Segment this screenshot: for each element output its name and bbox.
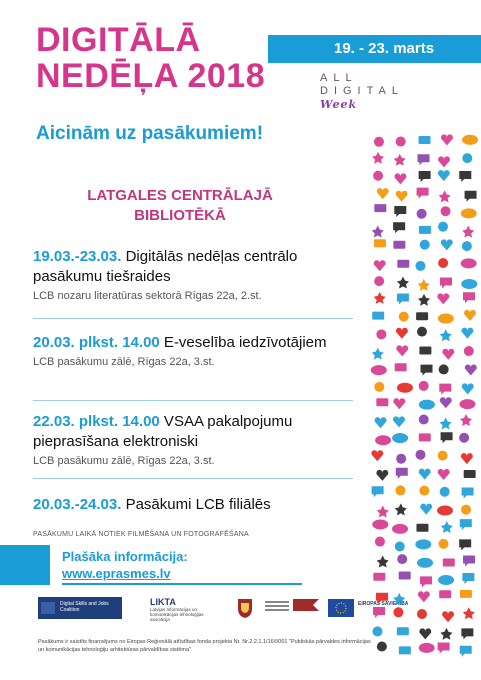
- envelope-icon: [371, 450, 383, 461]
- laptop-icon: [460, 646, 472, 657]
- star-icon: [441, 521, 453, 533]
- envelope-icon: [438, 170, 450, 181]
- cloud-icon: [439, 539, 449, 549]
- laptop-icon: [463, 555, 475, 566]
- event-item: [33, 247, 353, 302]
- event-location: LCB pasākumu zālē, Rīgas 22a, 3.st.: [33, 455, 215, 467]
- star-icon: [462, 226, 474, 238]
- cloud-icon: [438, 258, 448, 268]
- heart-icon: [393, 241, 405, 249]
- laptop-icon: [440, 278, 452, 289]
- laptop-icon: [419, 171, 431, 182]
- laptop-icon: [396, 468, 408, 479]
- venue-heading: [60, 186, 300, 226]
- cloud-icon: [420, 240, 430, 250]
- cloud-icon: [373, 171, 383, 181]
- chat-bubble-icon: [419, 643, 435, 653]
- envelope-icon: [377, 188, 389, 199]
- star-icon: [463, 607, 475, 619]
- divider: [33, 400, 353, 401]
- cloud-icon: [439, 364, 449, 374]
- event-date: 20.03.-24.03.: [33, 496, 122, 513]
- cloud-icon: [375, 537, 385, 547]
- cloud-icon: [441, 206, 451, 216]
- laptop-icon: [376, 593, 388, 604]
- arrow-right-icon: [38, 562, 50, 576]
- star-icon: [374, 292, 386, 304]
- star-icon: [440, 628, 452, 640]
- chat-bubble-icon: [392, 433, 408, 443]
- envelope-icon: [375, 417, 387, 428]
- event-title: Digitālās nedēļas centrālo pasākumu tiešraides: [33, 248, 298, 285]
- heart-icon: [399, 646, 411, 654]
- chat-bubble-icon: [438, 575, 454, 585]
- cloud-icon: [417, 209, 427, 219]
- envelope-icon: [374, 260, 386, 271]
- heart-icon: [419, 346, 431, 354]
- chat-bubble-icon: [375, 435, 391, 445]
- star-icon: [439, 190, 451, 202]
- cloud-icon: [462, 153, 472, 163]
- star-icon: [372, 348, 384, 360]
- latvia-coat-of-arms-logo: [236, 597, 254, 619]
- heart-icon: [464, 470, 476, 478]
- cloud-icon: [393, 607, 403, 617]
- cloud-icon: [415, 450, 425, 460]
- heart-icon: [373, 573, 385, 581]
- envelope-icon: [440, 397, 452, 408]
- star-icon: [397, 276, 409, 288]
- cloud-icon: [419, 381, 429, 391]
- brand-line-2: DIGITAL: [320, 85, 404, 97]
- cloud-icon: [417, 609, 427, 619]
- heart-icon: [374, 239, 386, 247]
- cloud-icon: [372, 626, 382, 636]
- coat-of-arms-icon: [236, 597, 254, 619]
- more-info-link[interactable]: www.eprasmes.lv: [62, 566, 171, 581]
- heart-icon: [443, 558, 455, 566]
- heart-icon: [395, 363, 407, 371]
- laptop-icon: [372, 486, 384, 497]
- underline: [62, 583, 302, 585]
- heart-icon: [376, 398, 388, 406]
- chat-bubble-icon: [462, 135, 478, 145]
- brand-line-3: Week: [320, 98, 358, 111]
- envelope-icon: [419, 469, 431, 480]
- cloud-icon: [438, 222, 448, 232]
- cloud-icon: [415, 261, 425, 271]
- heart-icon: [374, 204, 386, 212]
- envelope-icon: [461, 453, 473, 464]
- star-icon: [460, 414, 472, 426]
- laptop-icon: [393, 222, 405, 233]
- chat-bubble-icon: [397, 383, 413, 393]
- laptop-icon: [465, 191, 477, 202]
- envelope-icon: [438, 156, 450, 167]
- event-item: [33, 333, 353, 368]
- cloud-icon: [419, 486, 429, 496]
- cloud-icon: [396, 454, 406, 464]
- heart-icon: [460, 590, 472, 598]
- laptop-icon: [459, 171, 471, 182]
- laptop-icon: [462, 573, 474, 584]
- eu-flag-icon: [328, 599, 354, 617]
- chat-bubble-icon: [461, 279, 477, 289]
- laptop-icon: [460, 519, 472, 530]
- eu-coalition-text: Digital Skills and Jobs Coalition: [60, 601, 109, 613]
- cloud-icon: [377, 642, 387, 652]
- envelope-icon: [376, 470, 388, 481]
- heart-icon: [397, 627, 409, 635]
- nap-flag-icon: [263, 597, 321, 619]
- laptop-icon: [397, 293, 409, 304]
- cloud-icon: [399, 312, 409, 322]
- laptop-icon: [463, 292, 475, 303]
- cloud-icon: [397, 554, 407, 564]
- laptop-icon: [462, 488, 474, 499]
- laptop-icon: [418, 154, 430, 165]
- envelope-icon: [420, 504, 432, 515]
- heart-icon: [372, 312, 384, 320]
- laptop-icon: [441, 432, 453, 443]
- title-line-2: NEDĒĻA 2018: [36, 57, 266, 95]
- laptop-icon: [461, 628, 473, 639]
- heart-icon: [439, 590, 451, 598]
- laptop-icon: [438, 643, 450, 654]
- nap-logo: [263, 597, 321, 619]
- filming-notice: PASĀKUMU LAIKĀ NOTIEK FILMĒŠANA UN FOTOGRAFĒŠANA: [33, 531, 249, 538]
- envelope-icon: [394, 173, 406, 184]
- laptop-icon: [420, 576, 432, 587]
- star-icon: [418, 279, 430, 291]
- cloud-icon: [438, 451, 448, 461]
- envelope-icon: [396, 328, 408, 339]
- eu-coalition-logo: [38, 597, 122, 619]
- event-item: [33, 495, 353, 515]
- cloud-icon: [374, 137, 384, 147]
- star-icon: [394, 154, 406, 166]
- cloud-icon: [462, 241, 472, 251]
- cloud-icon: [464, 346, 474, 356]
- cloud-icon: [396, 137, 406, 147]
- cloud-icon: [417, 327, 427, 337]
- divider: [33, 478, 353, 479]
- laptop-icon: [421, 365, 433, 376]
- chat-bubble-icon: [459, 399, 475, 409]
- event-title: Pasākumi LCB filiālēs: [121, 496, 271, 513]
- venue-line-2: BIBLIOTĒKĀ: [134, 207, 226, 224]
- cloud-icon: [440, 487, 450, 497]
- envelope-icon: [396, 191, 408, 202]
- chat-bubble-icon: [438, 314, 454, 324]
- envelope-icon: [393, 398, 405, 409]
- event-date: 19.03.-23.03.: [33, 248, 122, 265]
- likta-subtext: Latvijas Informācijas un komunikācijas tehnoloģijas asociācija: [150, 607, 204, 622]
- event-location: LCB pasākumu zālē, Rīgas 22a, 3.st.: [33, 356, 215, 368]
- title-line-1: DIGITĀLĀ: [36, 21, 201, 59]
- laptop-icon: [373, 607, 385, 618]
- chat-bubble-icon: [415, 539, 431, 549]
- likta-text: LIKTA: [150, 597, 176, 607]
- icon-collage-graphic: [365, 128, 481, 658]
- date-banner: 19. - 23. marts: [268, 35, 481, 63]
- heart-icon: [419, 433, 431, 441]
- star-icon: [393, 593, 405, 605]
- chat-bubble-icon: [461, 208, 477, 218]
- more-info-block: [0, 545, 300, 587]
- chat-bubble-icon: [392, 524, 408, 534]
- heart-icon: [419, 136, 431, 144]
- envelope-icon: [438, 469, 450, 480]
- all-digital-week-logo: [320, 72, 470, 111]
- eu-flag-icon: [41, 602, 55, 614]
- envelope-icon: [396, 345, 408, 356]
- chat-bubble-icon: [417, 558, 433, 568]
- funding-footnote: Pasākums ir saistīts finansējums no Eiropas Reģionālā attīstības fonda projekta Nr. Nr.2.2.1.1/16/I/001 "Publiskās pārvaldes informācijas un komunikācijas tehnoloģiju arhitektūras pārvaldības sistēma": [38, 639, 371, 653]
- envelope-icon: [464, 310, 476, 321]
- laptop-icon: [394, 206, 406, 217]
- heart-icon: [416, 524, 428, 532]
- cloud-icon: [419, 414, 429, 424]
- heart-icon: [397, 260, 409, 268]
- envelope-icon: [441, 239, 453, 250]
- digital-icons-collage: [365, 128, 481, 658]
- venue-line-1: LATGALES CENTRĀLAJĀ: [87, 187, 273, 204]
- envelope-icon: [442, 611, 454, 622]
- more-info-label: Plašāka informācija:: [62, 549, 188, 564]
- cloud-icon: [395, 541, 405, 551]
- heart-icon: [419, 226, 431, 234]
- envelope-icon: [442, 349, 454, 360]
- envelope-icon: [441, 134, 453, 145]
- event-item: [33, 412, 353, 467]
- cloud-icon: [461, 505, 471, 515]
- star-icon: [395, 503, 407, 515]
- laptop-icon: [439, 384, 451, 395]
- cloud-icon: [376, 329, 386, 339]
- chat-bubble-icon: [461, 258, 477, 268]
- cloud-icon: [459, 433, 469, 443]
- eu-fund-text: EIROPAS SAVIENĪBA: [358, 601, 409, 607]
- envelope-icon: [419, 628, 431, 639]
- envelope-icon: [461, 328, 473, 339]
- event-title: E-veselība iedzīvotājiem: [159, 334, 327, 351]
- envelope-icon: [462, 383, 474, 394]
- event-location: LCB nozaru literatūras sektorā Rīgas 22a, 2.st.: [33, 290, 262, 302]
- divider: [33, 318, 353, 319]
- subtitle: Aicinām uz pasākumiem!: [36, 123, 264, 144]
- event-title: VSAA pakalpojumu pieprasīšana elektroniski: [33, 413, 293, 450]
- star-icon: [372, 152, 384, 164]
- heart-icon: [399, 572, 411, 580]
- star-icon: [377, 556, 389, 568]
- chat-bubble-icon: [419, 400, 435, 410]
- heart-icon: [416, 312, 428, 320]
- cloud-icon: [374, 276, 384, 286]
- laptop-icon: [459, 539, 471, 550]
- star-icon: [377, 505, 389, 517]
- envelope-icon: [437, 293, 449, 304]
- chat-bubble-icon: [371, 365, 387, 375]
- chat-bubble-icon: [372, 519, 388, 529]
- envelope-icon: [465, 365, 477, 376]
- cloud-icon: [374, 382, 384, 392]
- chat-bubble-icon: [437, 505, 453, 515]
- laptop-icon: [417, 188, 429, 199]
- likta-logo: [150, 597, 226, 622]
- star-icon: [440, 329, 452, 341]
- event-date: 22.03. plkst. 14.00: [33, 413, 160, 430]
- envelope-icon: [393, 416, 405, 427]
- envelope-icon: [418, 591, 430, 602]
- star-icon: [372, 225, 384, 237]
- event-date: 20.03. plkst. 14.00: [33, 334, 160, 351]
- brand-line-1: ALL: [320, 72, 358, 84]
- star-icon: [418, 294, 430, 306]
- star-icon: [440, 417, 452, 429]
- cloud-icon: [395, 485, 405, 495]
